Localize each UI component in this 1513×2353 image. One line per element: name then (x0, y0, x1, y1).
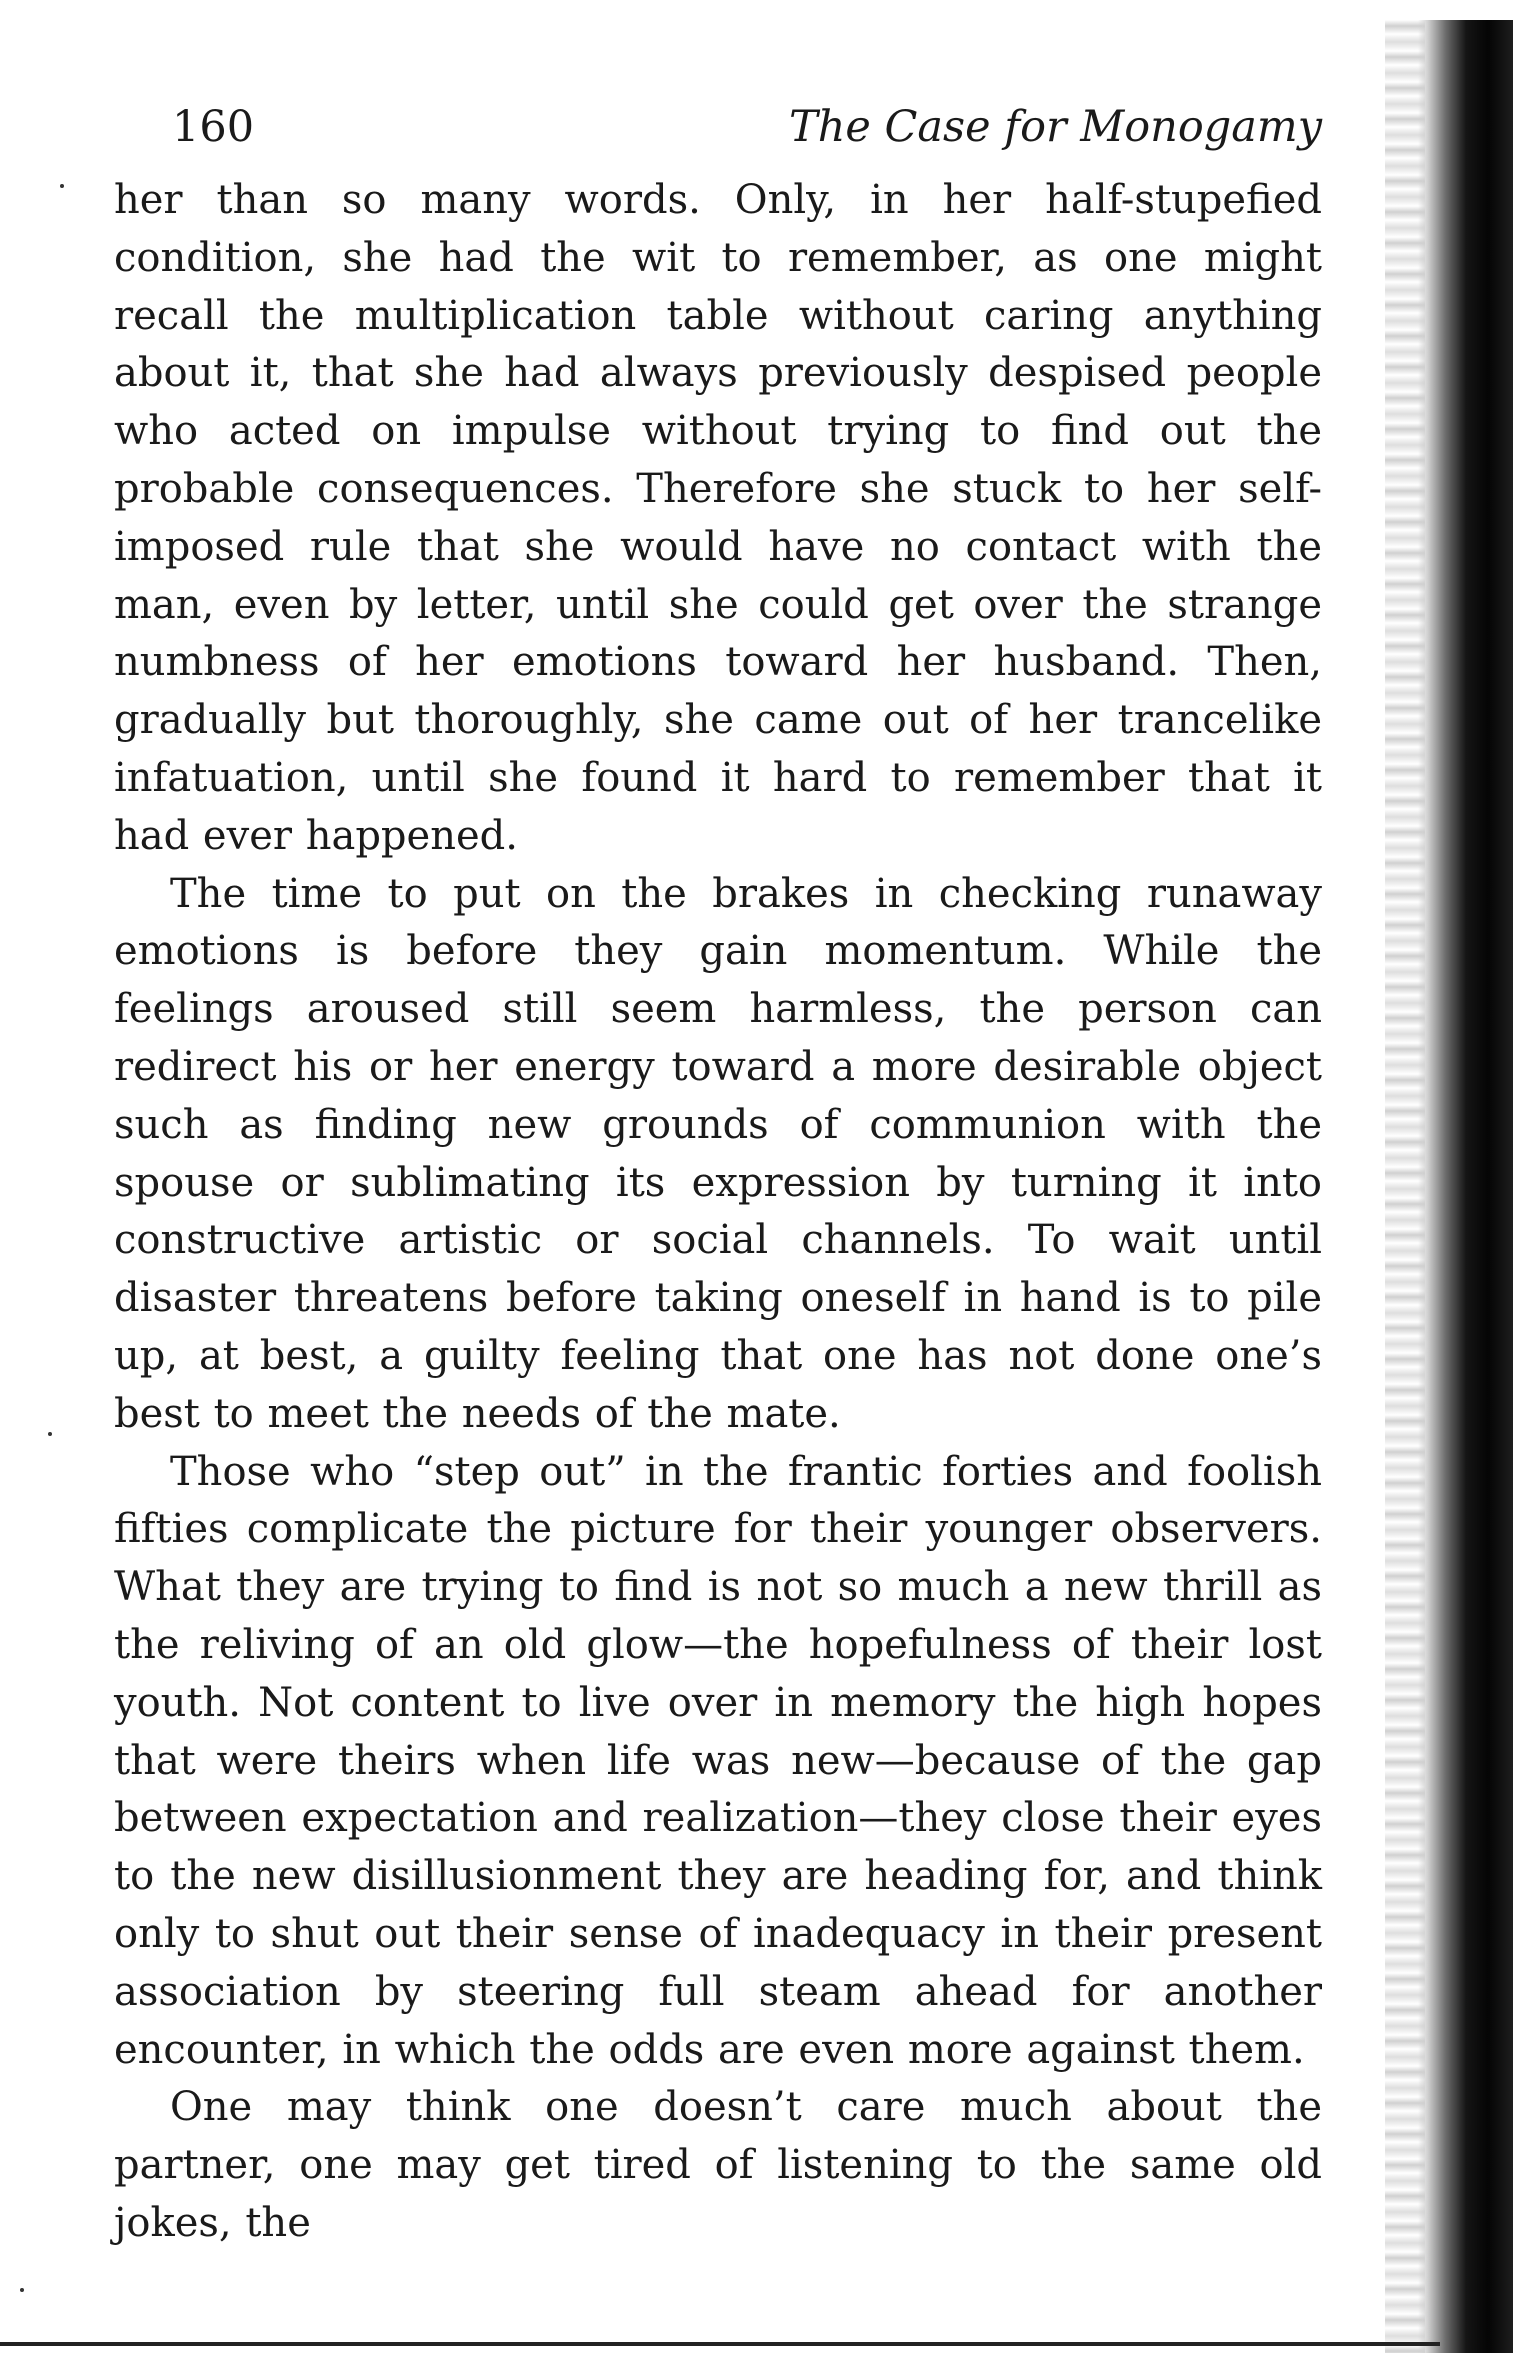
page-header (172, 92, 1322, 162)
paragraph: One may think one doesn’t care much about the partner, one may get tired of listening to the same old jokes, the (114, 2084, 1322, 2246)
page-number: 160 (172, 102, 255, 152)
book-binding-shadow (1418, 20, 1513, 2353)
stray-mark (60, 184, 64, 188)
stray-mark (20, 2288, 24, 2292)
running-title: The Case for Monogamy (789, 102, 1322, 152)
paragraph: The time to put on the brakes in checking runaway emotions is before they gain momentum. While the feelings aroused still seem harmless, the person can redirect his or her energy toward a more desirable object such as finding new grounds of communion with the spouse or sublimating its expression by turning it into constructive artistic or social channels. To wait until disaster threatens before taking oneself in hand is to pile up, at best, a guilty feeling that one has not done one’s best to meet the needs of the mate. (114, 870, 1322, 1437)
paragraph: Those who “step out” in the frantic forties and foolish fifties complicate the picture for their younger observers. What they are trying to find is not so much a new thrill as the reliving of an old glow—the hopefulness of their lost youth. Not content to live over in memory the high hopes that were theirs when life was new—because of the gap between expectation and realization—they close their eyes to the new disillusionment they are heading for, and think only to shut out their sense of inadequacy in their present association by steering full steam ahead for another encounter, in which the odds are even more against them. (114, 1448, 1322, 2073)
bottom-page-edge (0, 2342, 1440, 2346)
body-text (114, 172, 1322, 2253)
paragraph: her than so many words. Only, in her half-stupefied condition, she had the wit to remember, as one might recall the multiplication table without caring anything about it, that she had always previously despised people who acted on impulse without trying to find out the probable consequences. Therefore she stuck to her self-imposed rule that she would have no contact with the man, even by letter, until she could get over the strange numbness of her emotions toward her husband. Then, gradually but thoroughly, she came out of her trancelike infatuation, until she found it hard to remember that it had ever happened. (114, 177, 1322, 859)
stray-mark (48, 1432, 52, 1436)
